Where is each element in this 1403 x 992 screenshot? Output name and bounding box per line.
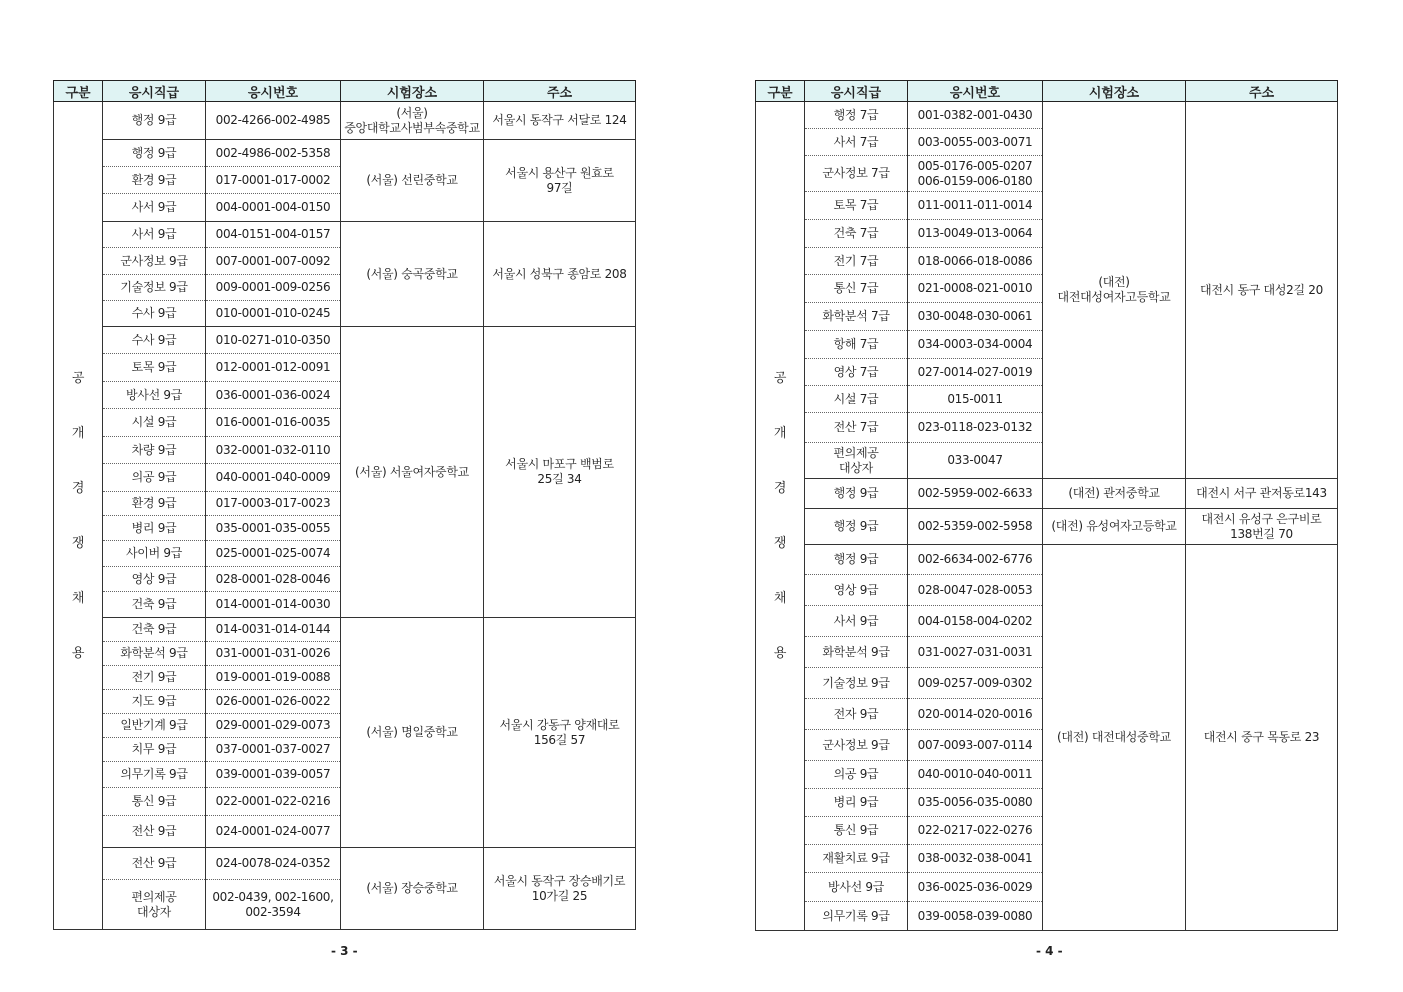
exam-number-cell: 035-0001-035-0055 bbox=[206, 516, 341, 541]
exam-number-cell: 024-0001-024-0077 bbox=[206, 816, 341, 848]
exam-number-cell: 004-0158-004-0202 bbox=[908, 606, 1043, 637]
grade-cell: 의공 9급 bbox=[103, 464, 206, 492]
grade-cell: 사서 9급 bbox=[805, 606, 908, 637]
exam-number-cell: 012-0001-012-0091 bbox=[206, 354, 341, 382]
exam-number-cell: 038-0032-038-0041 bbox=[908, 845, 1043, 873]
grade-cell: 군사정보 9급 bbox=[103, 248, 206, 275]
grade-cell: 의공 9급 bbox=[805, 761, 908, 789]
column-header: 응시직급 bbox=[805, 81, 908, 102]
exam-number-cell: 017-0003-017-0023 bbox=[206, 492, 341, 516]
header-row bbox=[54, 81, 636, 102]
grade-cell: 편의제공 대상자 bbox=[103, 880, 206, 930]
grade-cell: 전산 9급 bbox=[103, 848, 206, 880]
grade-cell: 편의제공 대상자 bbox=[805, 443, 908, 479]
venue-cell: (서울) 장승중학교 bbox=[341, 848, 484, 930]
address-cell: 대전시 유성구 은구비로 138번길 70 bbox=[1186, 509, 1338, 545]
category-char: 쟁 bbox=[773, 536, 787, 551]
grade-cell: 사서 9급 bbox=[103, 194, 206, 222]
grade-cell: 전자 9급 bbox=[805, 699, 908, 730]
category-char: 채 bbox=[773, 591, 787, 606]
exam-number-cell: 002-4986-002-5358 bbox=[206, 140, 341, 167]
table-row bbox=[54, 102, 636, 140]
exam-number-cell: 002-5959-002-6633 bbox=[908, 479, 1043, 509]
exam-number-cell: 010-0001-010-0245 bbox=[206, 301, 341, 327]
table-row bbox=[756, 479, 1338, 509]
grade-cell: 방사선 9급 bbox=[805, 873, 908, 902]
category-cell bbox=[756, 102, 805, 931]
venue-cell: (대전) 관저중학교 bbox=[1043, 479, 1186, 509]
column-header: 구분 bbox=[54, 81, 103, 102]
grade-cell: 시설 7급 bbox=[805, 386, 908, 413]
table-row bbox=[54, 618, 636, 642]
grade-cell: 행정 9급 bbox=[103, 102, 206, 140]
exam-number-cell: 001-0382-001-0430 bbox=[908, 102, 1043, 129]
exam-number-cell: 002-5359-002-5958 bbox=[908, 509, 1043, 545]
page-3-table-wrap bbox=[53, 80, 636, 930]
grade-cell: 전산 9급 bbox=[103, 816, 206, 848]
grade-cell: 환경 9급 bbox=[103, 492, 206, 516]
address-cell: 서울시 동작구 서달로 124 bbox=[484, 102, 636, 140]
exam-number-cell: 029-0001-029-0073 bbox=[206, 714, 341, 738]
grade-cell: 방사선 9급 bbox=[103, 382, 206, 409]
category-char: 개 bbox=[71, 425, 85, 441]
grade-cell: 사이버 9급 bbox=[103, 541, 206, 567]
exam-number-cell: 007-0001-007-0092 bbox=[206, 248, 341, 275]
address-cell: 서울시 마포구 백범로 25길 34 bbox=[484, 327, 636, 618]
grade-cell: 전기 9급 bbox=[103, 666, 206, 690]
exam-number-cell: 004-0001-004-0150 bbox=[206, 194, 341, 222]
address-cell: 대전시 서구 관저동로143 bbox=[1186, 479, 1338, 509]
exam-number-cell: 014-0001-014-0030 bbox=[206, 592, 341, 618]
exam-number-cell: 003-0055-003-0071 bbox=[908, 129, 1043, 156]
exam-number-cell: 027-0014-027-0019 bbox=[908, 359, 1043, 386]
exam-number-cell: 035-0056-035-0080 bbox=[908, 789, 1043, 817]
exam-number-cell: 039-0001-039-0057 bbox=[206, 762, 341, 788]
exam-number-cell: 002-4266-002-4985 bbox=[206, 102, 341, 140]
grade-cell: 전기 7급 bbox=[805, 248, 908, 275]
grade-cell: 군사정보 9급 bbox=[805, 730, 908, 761]
exam-number-cell: 023-0118-023-0132 bbox=[908, 413, 1043, 443]
grade-cell: 행정 9급 bbox=[103, 140, 206, 167]
exam-number-cell: 040-0001-040-0009 bbox=[206, 464, 341, 492]
grade-cell: 수사 9급 bbox=[103, 327, 206, 354]
grade-cell: 군사정보 7급 bbox=[805, 156, 908, 192]
grade-cell: 행정 7급 bbox=[805, 102, 908, 129]
exam-number-cell: 033-0047 bbox=[908, 443, 1043, 479]
venue-cell: (서울) 서울여자중학교 bbox=[341, 327, 484, 618]
venue-cell: (서울) 숭곡중학교 bbox=[341, 222, 484, 327]
column-header: 주소 bbox=[1186, 81, 1338, 102]
address-cell: 대전시 동구 대성2길 20 bbox=[1186, 102, 1338, 479]
column-header: 시험장소 bbox=[1043, 81, 1186, 102]
grade-cell: 병리 9급 bbox=[103, 516, 206, 541]
category-char: 개 bbox=[773, 426, 787, 441]
table-row bbox=[54, 222, 636, 248]
exam-number-cell: 026-0001-026-0022 bbox=[206, 690, 341, 714]
exam-number-cell: 022-0001-022-0216 bbox=[206, 788, 341, 816]
grade-cell: 통신 7급 bbox=[805, 275, 908, 303]
exam-number-cell: 034-0003-034-0004 bbox=[908, 331, 1043, 359]
exam-number-cell: 021-0008-021-0010 bbox=[908, 275, 1043, 303]
exam-number-cell: 031-0027-031-0031 bbox=[908, 637, 1043, 668]
grade-cell: 사서 9급 bbox=[103, 222, 206, 248]
category-char: 공 bbox=[71, 370, 85, 386]
exam-number-cell: 007-0093-007-0114 bbox=[908, 730, 1043, 761]
address-cell: 서울시 용산구 원효로 97길 bbox=[484, 140, 636, 222]
category-char: 용 bbox=[71, 645, 85, 661]
grade-cell: 화학분석 7급 bbox=[805, 303, 908, 331]
exam-number-cell: 022-0217-022-0276 bbox=[908, 817, 1043, 845]
exam-number-cell: 037-0001-037-0027 bbox=[206, 738, 341, 762]
venue-cell: (서울) 중앙대학교사범부속중학교 bbox=[341, 102, 484, 140]
grade-cell: 의무기록 9급 bbox=[103, 762, 206, 788]
table-row bbox=[756, 545, 1338, 575]
venue-cell: (서울) 명일중학교 bbox=[341, 618, 484, 848]
exam-number-cell: 009-0257-009-0302 bbox=[908, 668, 1043, 699]
grade-cell: 치무 9급 bbox=[103, 738, 206, 762]
category-char: 공 bbox=[773, 371, 787, 386]
grade-cell: 통신 9급 bbox=[805, 817, 908, 845]
exam-number-cell: 013-0049-013-0064 bbox=[908, 220, 1043, 248]
grade-cell: 화학분석 9급 bbox=[805, 637, 908, 668]
table-row bbox=[54, 140, 636, 167]
category-char: 채 bbox=[71, 590, 85, 606]
exam-number-cell: 019-0001-019-0088 bbox=[206, 666, 341, 690]
exam-number-cell: 017-0001-017-0002 bbox=[206, 167, 341, 194]
grade-cell: 차량 9급 bbox=[103, 437, 206, 464]
grade-cell: 의무기록 9급 bbox=[805, 902, 908, 931]
category-char: 쟁 bbox=[71, 535, 85, 551]
exam-number-cell: 002-0439, 002-1600, 002-3594 bbox=[206, 880, 341, 930]
venue-cell: (서울) 선린중학교 bbox=[341, 140, 484, 222]
grade-cell: 환경 9급 bbox=[103, 167, 206, 194]
venue-cell: (대전) 유성여자고등학교 bbox=[1043, 509, 1186, 545]
grade-cell: 영상 7급 bbox=[805, 359, 908, 386]
grade-cell: 통신 9급 bbox=[103, 788, 206, 816]
grade-cell: 토목 9급 bbox=[103, 354, 206, 382]
exam-number-cell: 039-0058-039-0080 bbox=[908, 902, 1043, 931]
grade-cell: 건축 7급 bbox=[805, 220, 908, 248]
grade-cell: 기술정보 9급 bbox=[103, 275, 206, 301]
column-header: 구분 bbox=[756, 81, 805, 102]
exam-number-cell: 005-0176-005-0207 006-0159-006-0180 bbox=[908, 156, 1043, 192]
exam-number-cell: 028-0047-028-0053 bbox=[908, 575, 1043, 606]
exam-number-cell: 031-0001-031-0026 bbox=[206, 642, 341, 666]
exam-number-cell: 015-0011 bbox=[908, 386, 1043, 413]
exam-number-cell: 024-0078-024-0352 bbox=[206, 848, 341, 880]
column-header: 응시번호 bbox=[206, 81, 341, 102]
grade-cell: 행정 9급 bbox=[805, 509, 908, 545]
grade-cell: 시설 9급 bbox=[103, 409, 206, 437]
category-char: 용 bbox=[773, 646, 787, 661]
exam-number-cell: 040-0010-040-0011 bbox=[908, 761, 1043, 789]
table-row bbox=[54, 327, 636, 354]
exam-number-cell: 010-0271-010-0350 bbox=[206, 327, 341, 354]
page-4-table-wrap bbox=[755, 80, 1338, 931]
address-cell: 서울시 강동구 양재대로 156길 57 bbox=[484, 618, 636, 848]
grade-cell: 재활치료 9급 bbox=[805, 845, 908, 873]
grade-cell: 영상 9급 bbox=[103, 567, 206, 592]
column-header: 응시직급 bbox=[103, 81, 206, 102]
address-cell: 서울시 성북구 종암로 208 bbox=[484, 222, 636, 327]
exam-number-cell: 009-0001-009-0256 bbox=[206, 275, 341, 301]
column-header: 응시번호 bbox=[908, 81, 1043, 102]
page-number: - 3 - bbox=[331, 944, 358, 958]
grade-cell: 전산 7급 bbox=[805, 413, 908, 443]
column-header: 주소 bbox=[484, 81, 636, 102]
exam-number-cell: 018-0066-018-0086 bbox=[908, 248, 1043, 275]
exam-number-cell: 002-6634-002-6776 bbox=[908, 545, 1043, 575]
exam-number-cell: 036-0025-036-0029 bbox=[908, 873, 1043, 902]
grade-cell: 항해 7급 bbox=[805, 331, 908, 359]
exam-number-cell: 025-0001-025-0074 bbox=[206, 541, 341, 567]
grade-cell: 수사 9급 bbox=[103, 301, 206, 327]
exam-number-cell: 020-0014-020-0016 bbox=[908, 699, 1043, 730]
exam-number-cell: 014-0031-014-0144 bbox=[206, 618, 341, 642]
category-cell bbox=[54, 102, 103, 930]
table-row bbox=[756, 102, 1338, 129]
page-number: - 4 - bbox=[1036, 944, 1063, 958]
grade-cell: 일반기계 9급 bbox=[103, 714, 206, 738]
grade-cell: 토목 7급 bbox=[805, 192, 908, 220]
exam-table bbox=[755, 80, 1338, 931]
table-row bbox=[756, 509, 1338, 545]
header-row bbox=[756, 81, 1338, 102]
grade-cell: 병리 9급 bbox=[805, 789, 908, 817]
exam-number-cell: 011-0011-011-0014 bbox=[908, 192, 1043, 220]
exam-number-cell: 004-0151-004-0157 bbox=[206, 222, 341, 248]
grade-cell: 건축 9급 bbox=[103, 618, 206, 642]
exam-number-cell: 036-0001-036-0024 bbox=[206, 382, 341, 409]
address-cell: 대전시 중구 목동로 23 bbox=[1186, 545, 1338, 931]
table-row bbox=[54, 848, 636, 880]
venue-cell: (대전) 대전대성중학교 bbox=[1043, 545, 1186, 931]
column-header: 시험장소 bbox=[341, 81, 484, 102]
exam-table bbox=[53, 80, 636, 930]
grade-cell: 행정 9급 bbox=[805, 545, 908, 575]
address-cell: 서울시 동작구 장승배기로 10가길 25 bbox=[484, 848, 636, 930]
exam-number-cell: 016-0001-016-0035 bbox=[206, 409, 341, 437]
category-char: 경 bbox=[773, 481, 787, 496]
exam-number-cell: 032-0001-032-0110 bbox=[206, 437, 341, 464]
grade-cell: 영상 9급 bbox=[805, 575, 908, 606]
grade-cell: 건축 9급 bbox=[103, 592, 206, 618]
grade-cell: 사서 7급 bbox=[805, 129, 908, 156]
grade-cell: 화학분석 9급 bbox=[103, 642, 206, 666]
category-char: 경 bbox=[71, 480, 85, 496]
grade-cell: 행정 9급 bbox=[805, 479, 908, 509]
exam-number-cell: 028-0001-028-0046 bbox=[206, 567, 341, 592]
exam-number-cell: 030-0048-030-0061 bbox=[908, 303, 1043, 331]
venue-cell: (대전) 대전대성여자고등학교 bbox=[1043, 102, 1186, 479]
grade-cell: 지도 9급 bbox=[103, 690, 206, 714]
grade-cell: 기술정보 9급 bbox=[805, 668, 908, 699]
